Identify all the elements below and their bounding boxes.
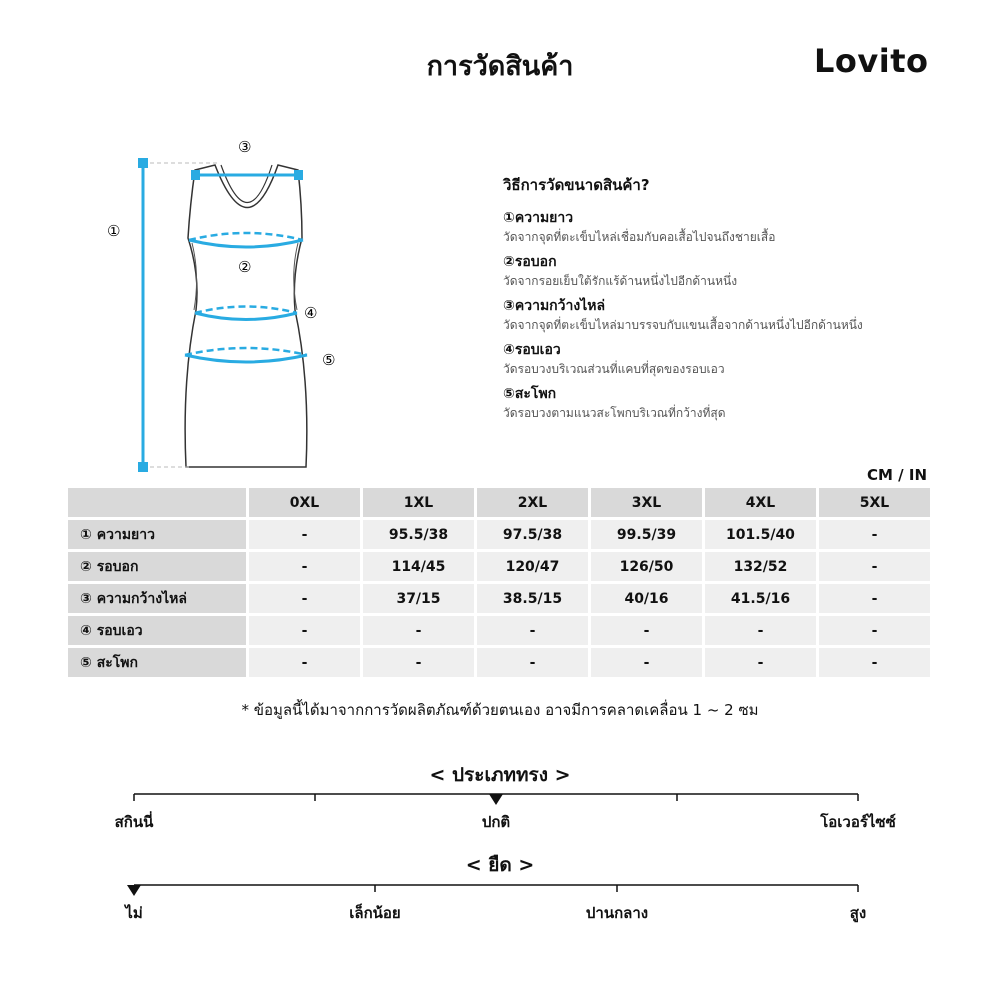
row-label: ③ ความกว้างไหล่ — [68, 584, 246, 613]
size-header: 2XL — [477, 488, 588, 517]
fit-label-regular: ปกติ — [481, 813, 511, 831]
fit-label-skinny: สกินนี่ — [114, 813, 154, 831]
table-header-row — [68, 488, 930, 517]
marker-bust: ② — [238, 258, 252, 276]
measure-name: ①ความยาว — [503, 210, 574, 226]
table-cell: - — [591, 616, 702, 645]
unit-label: CM / IN — [867, 466, 927, 484]
marker-shoulder: ③ — [238, 138, 252, 156]
size-header: 0XL — [249, 488, 360, 517]
measure-desc: วัดจากรอยเย็บใต้รักแร้ด้านหนึ่งไปอีกด้านหนึ่ง — [503, 274, 738, 288]
table-cell: - — [363, 616, 474, 645]
table-cell: - — [477, 616, 588, 645]
measurement-note: * ข้อมูลนี้ได้มาจากการวัดผลิตภัณฑ์ด้วยตนเอง อาจมีการคลาดเคลื่อน 1 ~ 2 ซม — [241, 701, 759, 719]
stretch-label-medium: ปานกลาง — [585, 904, 649, 922]
row-label: ④ รอบเอว — [68, 616, 246, 645]
measure-desc: วัดรอบวงตามแนวสะโพกบริเวณที่กว้างที่สุด — [503, 406, 726, 420]
measure-name: ④รอบเอว — [503, 342, 561, 358]
table-row — [68, 648, 930, 677]
table-cell: 41.5/16 — [705, 584, 816, 613]
stretch-selected-marker — [127, 885, 141, 896]
table-row — [68, 616, 930, 645]
marker-length: ① — [107, 222, 121, 240]
table-cell: 101.5/40 — [705, 520, 816, 549]
row-label: ② รอบอก — [68, 552, 246, 581]
measure-item — [503, 297, 973, 335]
how-to-heading: วิธีการวัดขนาดสินค้า? — [503, 176, 650, 194]
size-table — [65, 485, 933, 680]
table-cell: 40/16 — [591, 584, 702, 613]
shoulder-end — [191, 170, 200, 180]
table-cell: - — [363, 648, 474, 677]
measure-desc: วัดจากจุดที่ตะเข็บไหล่เชื่อมกับคอเสื้อไปจนถึงชายเสื้อ — [503, 230, 776, 244]
stretch-label-slight: เล็กน้อย — [349, 904, 401, 922]
table-cell: - — [477, 648, 588, 677]
table-cell: - — [591, 648, 702, 677]
fit-selected-marker — [489, 794, 503, 805]
page-title: การวัดสินค้า — [426, 51, 574, 82]
table-cell: 38.5/15 — [477, 584, 588, 613]
stretch-label-high: สูง — [849, 904, 867, 922]
measure-item — [503, 385, 973, 423]
brand-logo: Lovito — [814, 42, 929, 80]
size-header: 4XL — [705, 488, 816, 517]
table-row — [68, 552, 930, 581]
table-row — [68, 584, 930, 613]
table-cell: - — [249, 616, 360, 645]
table-row — [68, 520, 930, 549]
table-cell: - — [705, 616, 816, 645]
measure-desc: วัดจากจุดที่ตะเข็บไหล่มาบรรจบกับแขนเสื้อจากด้านหนึ่งไปอีกด้านหนึ่ง — [503, 318, 863, 332]
length-end — [138, 158, 148, 168]
table-cell: - — [249, 584, 360, 613]
table-cell: 132/52 — [705, 552, 816, 581]
row-label: ① ความยาว — [68, 520, 246, 549]
size-header: 1XL — [363, 488, 474, 517]
measure-name: ⑤สะโพก — [503, 386, 557, 402]
measure-name: ②รอบอก — [503, 254, 557, 270]
length-end — [138, 462, 148, 472]
marker-waist: ④ — [304, 304, 318, 322]
size-header: 3XL — [591, 488, 702, 517]
how-to-measure — [503, 173, 973, 429]
table-cell: - — [249, 648, 360, 677]
measure-item — [503, 253, 973, 291]
table-cell: 120/47 — [477, 552, 588, 581]
stretch-scale — [100, 876, 900, 901]
table-cell: 37/15 — [363, 584, 474, 613]
table-cell: - — [249, 552, 360, 581]
table-cell: - — [819, 584, 930, 613]
table-cell: - — [819, 552, 930, 581]
measure-desc: วัดรอบวงบริเวณส่วนที่แคบที่สุดของรอบเอว — [503, 362, 725, 376]
dress-diagram — [100, 130, 360, 480]
size-header: 5XL — [819, 488, 930, 517]
table-cell: 99.5/39 — [591, 520, 702, 549]
measure-item — [503, 341, 973, 379]
measure-name: ③ความกว้างไหล่ — [503, 298, 606, 314]
fit-label-oversize: โอเวอร์ไซซ์ — [820, 813, 896, 831]
row-label: ⑤ สะโพก — [68, 648, 246, 677]
table-cell: - — [819, 520, 930, 549]
table-cell: 114/45 — [363, 552, 474, 581]
stretch-label-none: ไม่ — [125, 904, 143, 922]
table-corner-cell — [68, 488, 246, 517]
marker-hip: ⑤ — [322, 351, 336, 369]
table-cell: 97.5/38 — [477, 520, 588, 549]
table-cell: - — [819, 648, 930, 677]
fit-scale-title: < ประเภททรง > — [429, 764, 571, 786]
shoulder-end — [294, 170, 303, 180]
table-cell: - — [705, 648, 816, 677]
table-cell: - — [249, 520, 360, 549]
measure-item — [503, 209, 973, 247]
stretch-scale-title: < ยืด > — [465, 854, 535, 876]
table-cell: 95.5/38 — [363, 520, 474, 549]
table-cell: 126/50 — [591, 552, 702, 581]
fit-scale — [100, 785, 900, 810]
table-cell: - — [819, 616, 930, 645]
